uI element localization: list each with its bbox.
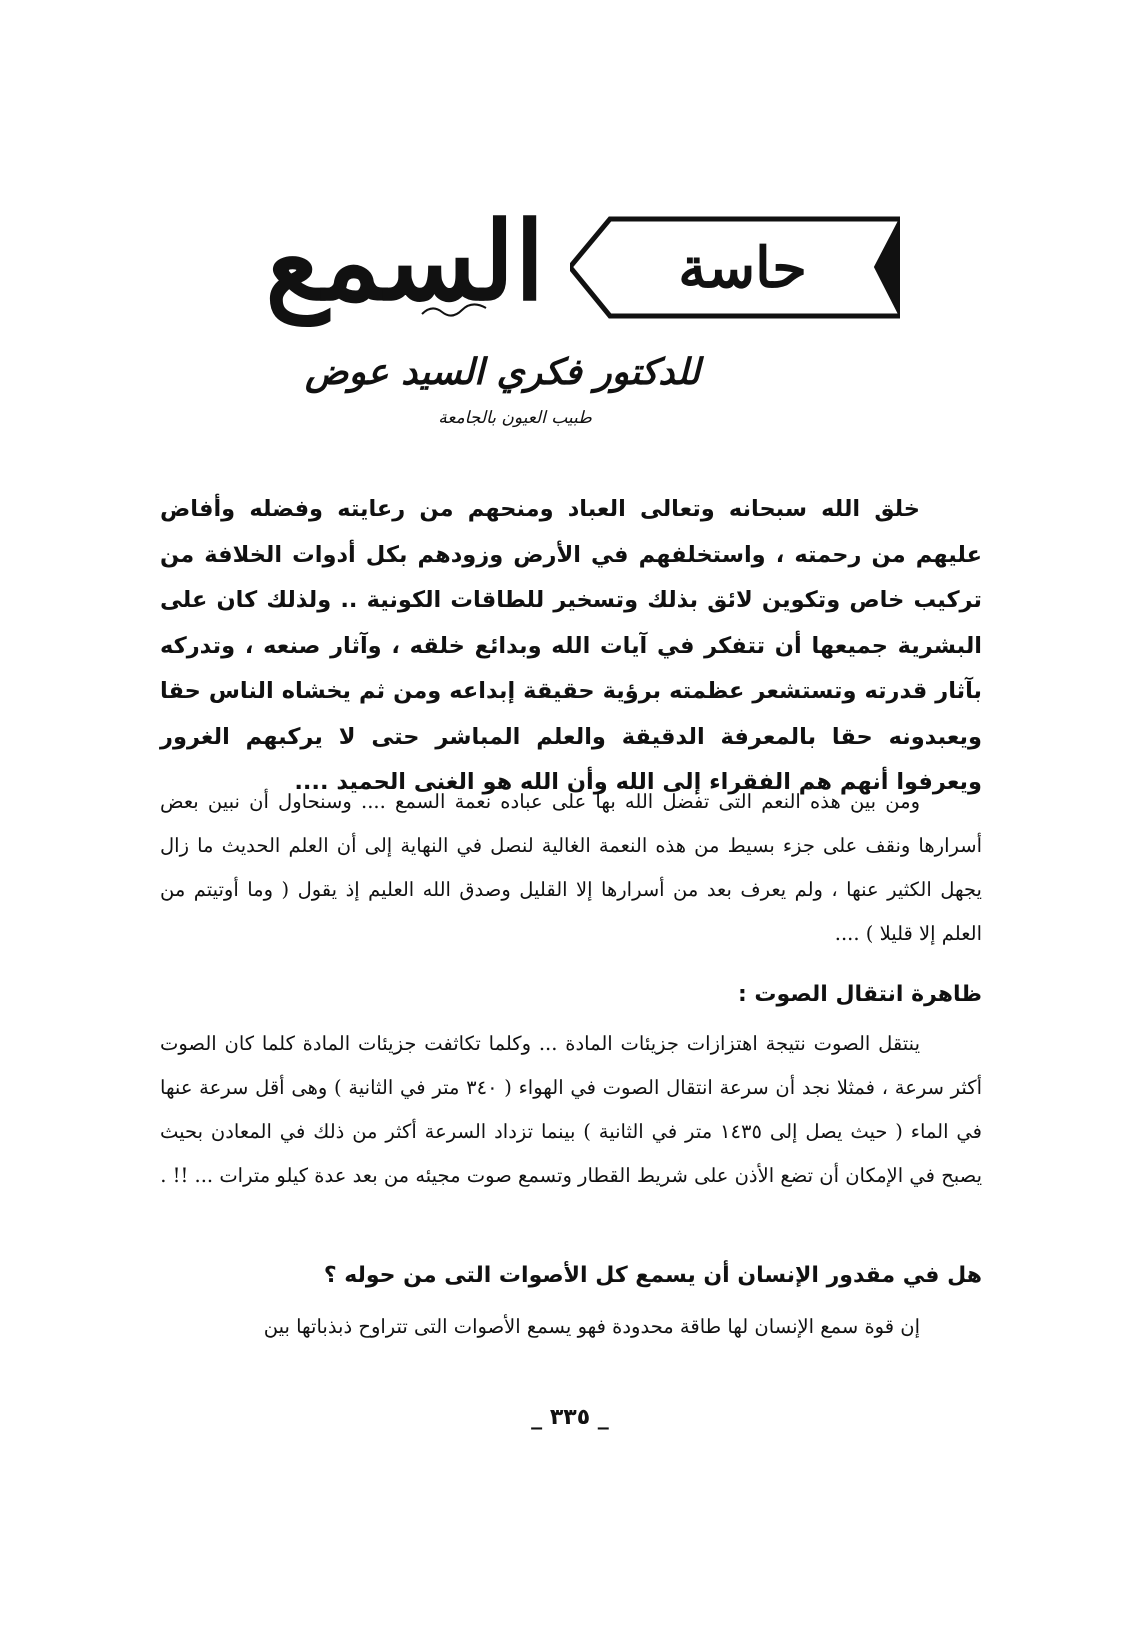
intro-paragraph: خلق الله سبحانه وتعالى العباد ومنحهم من رعايته وفضله وأفاض عليهم من رحمته ، واستخلفهم في الأرض وزودهم بكل أدوات الخلافة من تركيب خاص وتكوين لائق بذلك وتسخير للطاقات الكونية .. ولذلك كان على البشرية جميعها أن تتفكر في آيات الله وبدائع خلقه ، وآثار صنعه ، وتدركه بآثار قدرته وتستشعر عظمته برؤية حقيقة إبداعه ومن ثم يخشاه الناس حقا ويعبدونه حقا بالمعرفة الدقيقة والعلم المباشر حتى لا يركبهم الغرور ويعرفوا أنهم هم الفقراء إلى الله وأن الله هو الغنى الحميد ....	[160, 496, 982, 795]
title-prefix-word: حاسة	[678, 235, 807, 301]
title-flourish-ornament	[420, 300, 490, 320]
section-heading-sound-transmission: ظاهرة انتقال الصوت :	[737, 982, 982, 1007]
title-main-word: السمع	[265, 199, 545, 325]
page-number: _ ٣٣٥ _	[531, 1405, 609, 1430]
author-name: للدكتور فكري السيد عوض	[305, 351, 700, 393]
author-role: طبيب العيون بالجامعة	[438, 408, 592, 428]
article-title	[240, 195, 900, 335]
section-heading-hearing-range: هل في مقدور الإنسان أن يسمع كل الأصوات التى من حوله ؟	[323, 1263, 982, 1288]
body-paragraph-2: ينتقل الصوت نتيجة اهتزازات جزيئات المادة ... وكلما تكاثفت جزيئات المادة كلما كان الصوت أكثر سرعة ، فمثلا نجد أن سرعة انتقال الصوت في الهواء ( ٣٤٠ متر في الثانية ) وهى أقل سرعة عنها في الماء ( حيث يصل إلى ١٤٣٥ متر في الثانية ) بينما تزداد السرعة أكثر من ذلك في المعادن بحيث يصبح في الإمكان أن تضع الأذن على شريط القطار وتسمع صوت مجيئه من بعد عدة كيلو مترات ... !! .	[160, 1032, 983, 1187]
body-paragraph-3: إن قوة سمع الإنسان لها طاقة محدودة فهو يسمع الأصوات التى تتراوح ذبذباتها بين	[263, 1315, 920, 1338]
body-paragraph-1: ومن بين هذه النعم التى تفضل الله بها على عباده نعمة السمع .... وسنحاول أن نبين بعض أسرارها ونقف على جزء بسيط من هذه النعمة الغالية لنصل في النهاية إلى أن العلم الحديث ما زال يجهل الكثير عنها ، ولم يعرف بعد من أسرارها إلا القليل وصدق الله العليم إذ يقول ( وما أوتيتم من العلم إلا قليلا ) ....	[160, 790, 982, 945]
